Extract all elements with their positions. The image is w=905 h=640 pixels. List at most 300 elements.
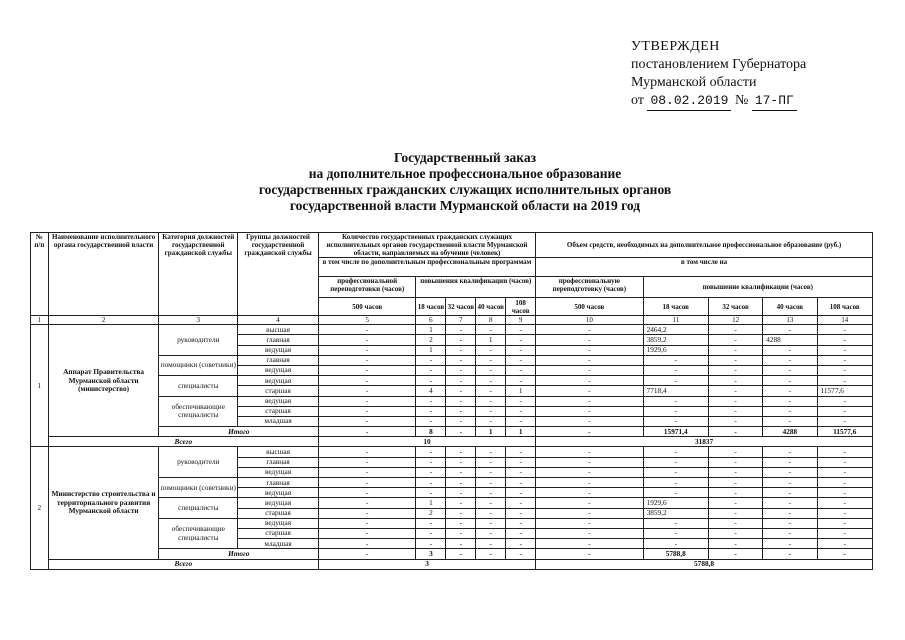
value-cell: - [708, 386, 762, 396]
header-qty-500: 500 часов [318, 298, 415, 316]
value-cell: - [643, 518, 708, 528]
subtotal-value: - [708, 549, 762, 559]
value-cell: - [763, 447, 817, 457]
subtotal-value: - [708, 427, 762, 437]
value-cell: - [416, 447, 446, 457]
value-cell: - [476, 467, 506, 477]
value-cell: - [318, 335, 415, 345]
column-number-7: 7 [446, 316, 476, 325]
value-cell: - [763, 406, 817, 416]
value-cell: - [416, 376, 446, 386]
value-cell: - [536, 467, 643, 477]
value-cell: - [416, 406, 446, 416]
approval-heading: УТВЕРЖДЕН [631, 39, 720, 54]
document-title [230, 150, 700, 214]
value-cell: - [536, 528, 643, 538]
value-cell: - [476, 345, 506, 355]
value-cell: - [817, 539, 873, 549]
total-funds: 31837 [536, 437, 873, 447]
value-cell: - [476, 416, 506, 426]
category-cell: обеспечивающие специалисты [159, 396, 238, 427]
value-cell: - [416, 488, 446, 498]
org-name: Аппарат Правительства Мурманской области (министерство) [48, 325, 159, 437]
value-cell: - [643, 457, 708, 467]
value-cell: - [763, 488, 817, 498]
value-cell: - [318, 416, 415, 426]
value-cell: - [318, 345, 415, 355]
value-cell: - [318, 478, 415, 488]
value-cell: - [817, 365, 873, 375]
group-cell: ведущая [238, 396, 319, 406]
column-number-14: 14 [817, 316, 873, 325]
value-cell: - [817, 416, 873, 426]
value-cell: - [708, 539, 762, 549]
value-cell: - [643, 396, 708, 406]
value-cell: - [416, 467, 446, 477]
header-advanced-funds: повышение квалификации (часов) [643, 277, 872, 298]
value-cell: - [446, 447, 476, 457]
value-cell: - [446, 355, 476, 365]
value-cell: - [416, 355, 446, 365]
approval-number-label: № [734, 93, 749, 108]
value-cell: - [817, 325, 873, 335]
value-cell: - [506, 488, 536, 498]
value-cell: 2 [416, 335, 446, 345]
value-cell: - [643, 365, 708, 375]
value-cell: - [318, 365, 415, 375]
value-cell: - [536, 488, 643, 498]
value-cell: - [506, 539, 536, 549]
value-cell: - [763, 345, 817, 355]
value-cell: - [476, 488, 506, 498]
category-cell: руководители [159, 325, 238, 356]
value-cell: - [506, 376, 536, 386]
subtotal-value: 15971,4 [643, 427, 708, 437]
approval-date: 08.02.2019 [647, 92, 731, 111]
value-cell: 1 [416, 345, 446, 355]
value-cell: - [506, 406, 536, 416]
value-cell: - [536, 518, 643, 528]
group-cell: старшая [238, 528, 319, 538]
category-cell: обеспечивающие специалисты [159, 518, 238, 549]
approval-number: 17-ПГ [752, 92, 797, 111]
value-cell: - [708, 467, 762, 477]
category-cell: помощники (советники) [159, 478, 238, 498]
value-cell: - [506, 518, 536, 528]
column-number-12: 12 [708, 316, 762, 325]
org-name: Министерство строительства и территориального развития Мурманской области [48, 447, 159, 559]
value-cell: - [318, 376, 415, 386]
value-cell: - [318, 355, 415, 365]
value-cell: - [763, 539, 817, 549]
header-funds: Объем средств, необходимых на дополнительное профессиональное образование (руб.) [536, 233, 873, 258]
value-cell: - [318, 498, 415, 508]
value-cell: - [476, 355, 506, 365]
value-cell: 1 [506, 386, 536, 396]
table-row [31, 447, 873, 457]
value-cell: - [446, 508, 476, 518]
value-cell: - [416, 528, 446, 538]
value-cell: - [817, 478, 873, 488]
column-number-8: 8 [476, 316, 506, 325]
value-cell: 1929,6 [643, 345, 708, 355]
value-cell: - [817, 447, 873, 457]
approval-from-label: от [631, 93, 644, 108]
subtotal-value: - [506, 549, 536, 559]
value-cell: - [318, 518, 415, 528]
value-cell: - [763, 467, 817, 477]
subtotal-value: 4288 [763, 427, 817, 437]
value-cell: 7718,4 [643, 386, 708, 396]
header-qty-32: 32 часов [446, 298, 476, 316]
subtotal-value: 1 [506, 427, 536, 437]
group-cell: младшая [238, 416, 319, 426]
value-cell: - [416, 396, 446, 406]
title-line-3: государственных гражданских служащих исполнительных органов [258, 182, 672, 197]
group-cell: высшая [238, 325, 319, 335]
value-cell: - [536, 447, 643, 457]
total-row [31, 437, 873, 447]
value-cell: 11577,6 [817, 386, 873, 396]
total-funds: 5788,8 [536, 559, 873, 569]
value-cell: - [643, 406, 708, 416]
value-cell: - [763, 355, 817, 365]
subtotal-label: Итого [159, 427, 319, 437]
header-funds-incl: в том числе на [536, 258, 873, 277]
header-funds-32: 32 часов [708, 298, 762, 316]
value-cell: - [643, 488, 708, 498]
column-number-5: 5 [318, 316, 415, 325]
value-cell: - [506, 528, 536, 538]
subtotal-value: 11577,6 [817, 427, 873, 437]
value-cell: - [708, 416, 762, 426]
value-cell: - [536, 416, 643, 426]
group-cell: ведущая [238, 345, 319, 355]
title-line-2: на дополнительное профессиональное образование [308, 166, 622, 181]
value-cell: - [536, 376, 643, 386]
approval-line-2: постановлением Губернатора [631, 57, 807, 72]
column-number-4: 4 [238, 316, 319, 325]
value-cell: - [817, 396, 873, 406]
value-cell: - [536, 355, 643, 365]
group-cell: главная [238, 478, 319, 488]
header-group: Группы должностей государственной гражданской службы [238, 233, 319, 316]
header-category: Категория должностей государственной гражданской службы [159, 233, 238, 316]
value-cell: - [708, 478, 762, 488]
value-cell: - [318, 325, 415, 335]
value-cell: - [817, 488, 873, 498]
value-cell: - [536, 365, 643, 375]
value-cell: 2 [416, 508, 446, 518]
total-label: Всего [48, 437, 318, 447]
value-cell: - [476, 478, 506, 488]
group-cell: главная [238, 457, 319, 467]
value-cell: 4288 [763, 335, 817, 345]
value-cell: - [446, 457, 476, 467]
value-cell: - [708, 488, 762, 498]
subtotal-value: - [763, 549, 817, 559]
subtotal-value: - [446, 427, 476, 437]
category-cell: помощники (советники) [159, 355, 238, 375]
approval-stamp [631, 38, 806, 111]
header-qty-18: 18 часов [416, 298, 446, 316]
value-cell: - [506, 325, 536, 335]
value-cell: - [318, 406, 415, 416]
column-numbers-row [31, 316, 873, 325]
total-row [31, 559, 873, 569]
value-cell: - [763, 396, 817, 406]
value-cell: - [446, 345, 476, 355]
value-cell: - [416, 416, 446, 426]
value-cell: - [506, 447, 536, 457]
total-quantity: 10 [318, 437, 535, 447]
subtotal-value: - [318, 427, 415, 437]
value-cell: - [536, 325, 643, 335]
value-cell: 3859,2 [643, 508, 708, 518]
value-cell: - [536, 457, 643, 467]
header-funds-40: 40 часов [763, 298, 817, 316]
value-cell: - [318, 539, 415, 549]
value-cell: - [318, 488, 415, 498]
value-cell: - [416, 457, 446, 467]
value-cell: - [446, 478, 476, 488]
value-cell: - [476, 518, 506, 528]
subtotal-value: 8 [416, 427, 446, 437]
value-cell: - [446, 396, 476, 406]
value-cell: - [708, 376, 762, 386]
group-cell: ведущая [238, 488, 319, 498]
value-cell: - [708, 447, 762, 457]
value-cell: - [643, 355, 708, 365]
value-cell: - [318, 447, 415, 457]
value-cell: - [536, 345, 643, 355]
value-cell: - [318, 386, 415, 396]
value-cell: - [536, 539, 643, 549]
value-cell: - [643, 467, 708, 477]
value-cell: - [318, 396, 415, 406]
group-cell: ведущая [238, 467, 319, 477]
header-prof-retrain-funds: профессиональную переподготовку (часов) [536, 277, 643, 298]
value-cell: - [763, 528, 817, 538]
group-cell: высшая [238, 447, 319, 457]
value-cell: - [446, 406, 476, 416]
subtotal-value: - [318, 549, 415, 559]
subtotal-value: 1 [476, 427, 506, 437]
value-cell: - [446, 467, 476, 477]
total-quantity: 3 [318, 559, 535, 569]
header-quantity: Количество государственных гражданских служащих исполнительных органов государственной власти Мурманской области, направляемых на обучение (человек) [318, 233, 535, 258]
value-cell: - [763, 457, 817, 467]
value-cell: - [318, 508, 415, 518]
group-cell: ведущая [238, 365, 319, 375]
category-cell: специалисты [159, 498, 238, 518]
header-prof-retrain-qty: профессиональной переподготовки (часов) [318, 277, 415, 298]
header-funds-500: 500 часов [536, 298, 643, 316]
category-cell: специалисты [159, 376, 238, 396]
total-label: Всего [48, 559, 318, 569]
column-number-3: 3 [159, 316, 238, 325]
value-cell: - [416, 539, 446, 549]
value-cell: - [536, 508, 643, 518]
value-cell: - [817, 518, 873, 528]
subtotal-value: - [817, 549, 873, 559]
header-org: Наименование исполнительного органа государственной власти [48, 233, 159, 316]
value-cell: - [708, 396, 762, 406]
column-number-13: 13 [763, 316, 817, 325]
value-cell: - [416, 518, 446, 528]
value-cell: 4 [416, 386, 446, 396]
value-cell: - [708, 365, 762, 375]
value-cell: - [506, 355, 536, 365]
value-cell: - [817, 457, 873, 467]
value-cell: - [763, 416, 817, 426]
value-cell: - [476, 539, 506, 549]
value-cell: - [536, 406, 643, 416]
value-cell: - [643, 539, 708, 549]
value-cell: - [506, 396, 536, 406]
value-cell: - [476, 457, 506, 467]
value-cell: - [708, 345, 762, 355]
value-cell: - [446, 335, 476, 345]
value-cell: - [506, 467, 536, 477]
value-cell: - [817, 498, 873, 508]
value-cell: - [763, 325, 817, 335]
value-cell: - [708, 355, 762, 365]
value-cell: - [536, 386, 643, 396]
value-cell: - [763, 518, 817, 528]
subtotal-value: - [536, 427, 643, 437]
group-cell: ведущая [238, 376, 319, 386]
value-cell: - [446, 528, 476, 538]
value-cell: - [763, 478, 817, 488]
value-cell: - [476, 396, 506, 406]
value-cell: - [506, 478, 536, 488]
approval-date-line [631, 92, 806, 111]
value-cell: - [416, 478, 446, 488]
value-cell: - [817, 355, 873, 365]
value-cell: - [506, 457, 536, 467]
column-number-11: 11 [643, 316, 708, 325]
value-cell: - [446, 376, 476, 386]
approval-line-3: Мурманской области [631, 75, 757, 90]
group-cell: младшая [238, 539, 319, 549]
value-cell: - [708, 457, 762, 467]
value-cell: - [763, 498, 817, 508]
title-line-1: Государственный заказ [393, 150, 537, 165]
value-cell: - [708, 406, 762, 416]
group-cell: ведущая [238, 498, 319, 508]
category-cell: руководители [159, 447, 238, 478]
value-cell: - [643, 376, 708, 386]
value-cell: - [476, 376, 506, 386]
column-number-1: 1 [31, 316, 49, 325]
header-funds-108: 108 часов [817, 298, 873, 316]
header-quantity-incl: в том числе по дополнительным профессиональным программам [318, 258, 535, 277]
value-cell: - [763, 365, 817, 375]
value-cell: - [506, 498, 536, 508]
column-number-10: 10 [536, 316, 643, 325]
value-cell: 1929,6 [643, 498, 708, 508]
value-cell: 1 [476, 335, 506, 345]
value-cell: - [817, 335, 873, 345]
header-num: № п/п [31, 233, 49, 316]
value-cell: - [506, 365, 536, 375]
group-cell: старшая [238, 406, 319, 416]
group-cell: ведущая [238, 518, 319, 528]
value-cell: - [506, 508, 536, 518]
state-order-table [30, 232, 873, 570]
value-cell: - [318, 457, 415, 467]
value-cell: - [817, 406, 873, 416]
value-cell: - [476, 528, 506, 538]
value-cell: - [817, 345, 873, 355]
value-cell: - [817, 376, 873, 386]
header-qty-108: 108 часов [506, 298, 536, 316]
value-cell: - [318, 467, 415, 477]
value-cell: - [643, 416, 708, 426]
column-number-2: 2 [48, 316, 159, 325]
value-cell: - [506, 345, 536, 355]
value-cell: 1 [416, 325, 446, 335]
value-cell: - [476, 365, 506, 375]
value-cell: 3859,2 [643, 335, 708, 345]
value-cell: - [476, 406, 506, 416]
value-cell: - [446, 488, 476, 498]
value-cell: - [763, 386, 817, 396]
value-cell: - [817, 508, 873, 518]
value-cell: - [476, 325, 506, 335]
value-cell: - [643, 528, 708, 538]
group-cell: старшая [238, 508, 319, 518]
column-number-9: 9 [506, 316, 536, 325]
value-cell: - [536, 396, 643, 406]
value-cell: - [416, 365, 446, 375]
value-cell: - [643, 447, 708, 457]
value-cell: - [446, 518, 476, 528]
value-cell: - [476, 447, 506, 457]
value-cell: - [506, 416, 536, 426]
value-cell: - [446, 498, 476, 508]
value-cell: - [446, 365, 476, 375]
group-cell: старшая [238, 386, 319, 396]
subtotal-label: Итого [159, 549, 319, 559]
subtotal-value: - [476, 549, 506, 559]
value-cell: - [446, 325, 476, 335]
value-cell: 1 [416, 498, 446, 508]
org-number: 1 [31, 325, 49, 447]
header-funds-18: 18 часов [643, 298, 708, 316]
value-cell: - [708, 325, 762, 335]
value-cell: 2464,2 [643, 325, 708, 335]
value-cell: - [476, 508, 506, 518]
value-cell: - [817, 467, 873, 477]
value-cell: - [506, 335, 536, 345]
value-cell: - [536, 335, 643, 345]
value-cell: - [446, 386, 476, 396]
value-cell: - [446, 416, 476, 426]
value-cell: - [708, 335, 762, 345]
subtotal-value: - [536, 549, 643, 559]
value-cell: - [763, 508, 817, 518]
header-advanced-qty: повышения квалификации (часов) [416, 277, 536, 298]
value-cell: - [446, 539, 476, 549]
value-cell: - [476, 498, 506, 508]
value-cell: - [817, 528, 873, 538]
value-cell: - [476, 386, 506, 396]
header-qty-40: 40 часов [476, 298, 506, 316]
value-cell: - [708, 518, 762, 528]
value-cell: - [536, 498, 643, 508]
